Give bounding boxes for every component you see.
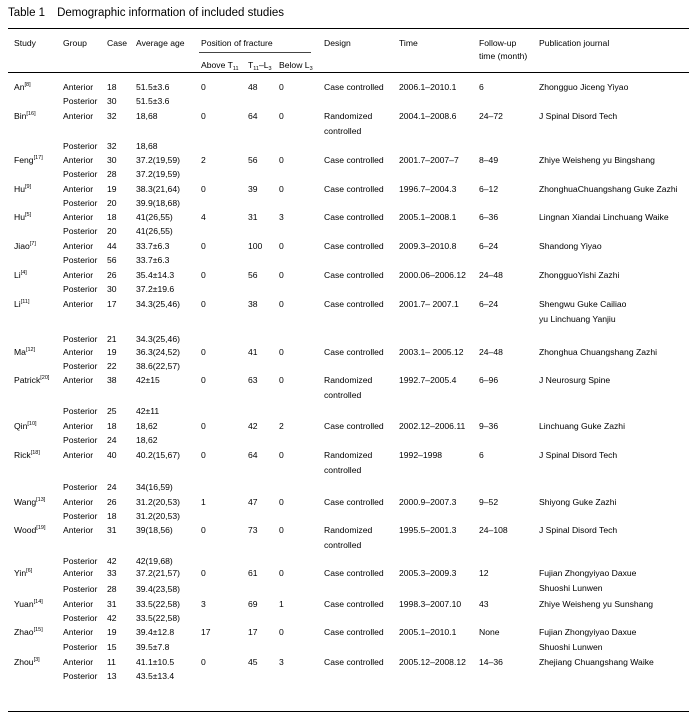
average-age-cell: 34.3(25,46) <box>136 299 180 309</box>
average-age-cell: 34.3(25,46) <box>136 334 180 344</box>
time-cell: 2009.3–2010.8 <box>399 241 457 251</box>
group-cell: Posterior <box>63 334 98 344</box>
group-cell: Posterior <box>63 406 98 416</box>
case-cell: 18 <box>107 421 117 431</box>
group-cell: Posterior <box>63 361 98 371</box>
group-cell: Posterior <box>63 169 98 179</box>
design-cell: Case controlled <box>324 270 384 280</box>
case-cell: 19 <box>107 627 117 637</box>
group-cell: Anterior <box>63 241 94 251</box>
t11-l3-cell: 47 <box>248 497 258 507</box>
study-name: Hu[9] <box>14 184 32 194</box>
group-cell: Anterior <box>63 421 94 431</box>
above-t11-cell: 1 <box>201 497 206 507</box>
t11-l3-cell: 56 <box>248 155 258 165</box>
below-l3-cell: 2 <box>279 421 284 431</box>
followup-cell: 24–72 <box>479 111 503 121</box>
below-l3-cell: 0 <box>279 82 284 92</box>
design-cell: Case controlled <box>324 299 384 309</box>
average-age-cell: 40.2(15,67) <box>136 450 180 460</box>
above-t11-cell: 0 <box>201 270 206 280</box>
design-cell: Randomized <box>324 375 373 385</box>
followup-cell: 8–49 <box>479 155 499 165</box>
below-l3-cell: 0 <box>279 111 284 121</box>
journal-cell: ZhonghuaChuangshang Guke Zazhi <box>539 184 678 194</box>
case-cell: 26 <box>107 497 117 507</box>
journal-cell: Zhiye Weisheng yu Sunshang <box>539 599 654 609</box>
case-cell: 32 <box>107 141 117 151</box>
header-below-l3: Below $L_3$ <box>279 60 313 72</box>
case-cell: 42 <box>107 613 117 623</box>
average-age-cell: 18,68 <box>136 141 158 151</box>
average-age-cell: 33.7±6.3 <box>136 255 170 265</box>
study-name: Wood[19] <box>14 525 46 535</box>
time-cell: 2005.1–2010.1 <box>399 627 457 637</box>
time-cell: 1992–1998 <box>399 450 443 460</box>
above-t11-cell: 0 <box>201 525 206 535</box>
below-l3-cell: 0 <box>279 184 284 194</box>
case-cell: 38 <box>107 375 117 385</box>
followup-cell: 6–36 <box>479 212 499 222</box>
time-cell: 2005.1–2008.1 <box>399 212 457 222</box>
below-l3-cell: 0 <box>279 270 284 280</box>
design-cell-line2: controlled <box>324 390 362 400</box>
design-cell: Case controlled <box>324 347 384 357</box>
group-cell: Anterior <box>63 657 94 667</box>
followup-cell: 6 <box>479 82 484 92</box>
study-name: Ma[12] <box>14 347 36 357</box>
t11-l3-cell: 41 <box>248 347 258 357</box>
study-name: Wang[13] <box>14 497 46 507</box>
case-cell: 24 <box>107 435 117 445</box>
design-cell: Case controlled <box>324 155 384 165</box>
group-cell: Anterior <box>63 212 94 222</box>
case-cell: 44 <box>107 241 117 251</box>
case-cell: 21 <box>107 334 117 344</box>
group-cell: Posterior <box>63 226 98 236</box>
time-cell: 2000.06–2006.12 <box>399 270 466 280</box>
design-cell: Case controlled <box>324 241 384 251</box>
group-cell: Anterior <box>63 155 94 165</box>
average-age-cell: 39(18,56) <box>136 525 173 535</box>
case-cell: 40 <box>107 450 117 460</box>
above-t11-cell: 4 <box>201 212 206 222</box>
time-cell: 2003.1– 2005.12 <box>399 347 464 357</box>
average-age-cell: 33.5(22,58) <box>136 613 180 623</box>
above-t11-cell: 0 <box>201 82 206 92</box>
study-name: Bin[16] <box>14 111 36 121</box>
header-position-of-fracture: Position of fracture <box>201 38 273 48</box>
time-cell: 2001.7–2007–7 <box>399 155 459 165</box>
above-t11-cell: 0 <box>201 241 206 251</box>
group-cell: Anterior <box>63 299 94 309</box>
time-cell: 2006.1–2010.1 <box>399 82 457 92</box>
time-cell: 2000.9–2007.3 <box>399 497 457 507</box>
time-cell: 2004.1–2008.6 <box>399 111 457 121</box>
case-cell: 13 <box>107 671 117 681</box>
header-average-age: Average age <box>136 38 185 48</box>
t11-l3-cell: 48 <box>248 82 258 92</box>
average-age-cell: 35.4±14.3 <box>136 270 175 280</box>
below-l3-cell: 0 <box>279 450 284 460</box>
time-cell: 1995.5–2001.3 <box>399 525 457 535</box>
header-followup: Follow-up time (month) <box>479 38 528 61</box>
average-age-cell: 37.2(19,59) <box>136 155 180 165</box>
header-time: Time <box>399 38 418 48</box>
above-t11-cell: 0 <box>201 299 206 309</box>
group-cell: Anterior <box>63 270 94 280</box>
group-cell: Anterior <box>63 111 94 121</box>
average-age-cell: 42±15 <box>136 375 160 385</box>
design-cell: Randomized <box>324 111 373 121</box>
journal-cell: Shengwu Guke Cailiao <box>539 299 627 309</box>
above-t11-cell: 0 <box>201 421 206 431</box>
journal-cell: Shandong Yiyao <box>539 241 602 251</box>
group-cell: Anterior <box>63 525 94 535</box>
design-cell: Case controlled <box>324 184 384 194</box>
case-cell: 28 <box>107 169 117 179</box>
study-name: Li[11] <box>14 299 30 309</box>
journal-cell: Zhejiang Chuangshang Waike <box>539 657 654 667</box>
bottom-rule <box>8 711 689 712</box>
followup-cell: None <box>479 627 500 637</box>
group-cell: Posterior <box>63 96 98 106</box>
design-cell-line2: controlled <box>324 465 362 475</box>
case-cell: 26 <box>107 270 117 280</box>
average-age-cell: 51.5±3.6 <box>136 82 170 92</box>
group-cell: Posterior <box>63 255 98 265</box>
group-cell: Posterior <box>63 198 98 208</box>
below-l3-cell: 1 <box>279 599 284 609</box>
time-cell: 1998.3–2007.10 <box>399 599 462 609</box>
average-age-cell: 33.7±6.3 <box>136 241 170 251</box>
t11-l3-cell: 31 <box>248 212 258 222</box>
header-study: Study <box>14 38 36 48</box>
average-age-cell: 37.2±19.6 <box>136 284 175 294</box>
followup-cell: 9–52 <box>479 497 499 507</box>
case-cell: 30 <box>107 96 117 106</box>
followup-cell: 24–48 <box>479 270 503 280</box>
t11-l3-cell: 63 <box>248 375 258 385</box>
time-cell: 1992.7–2005.4 <box>399 375 457 385</box>
journal-cell: Fujian Zhongyiyao Daxue <box>539 568 637 578</box>
group-cell: Posterior <box>63 556 98 566</box>
journal-cell-line2: Shuoshi Lunwen <box>539 642 603 652</box>
above-t11-cell: 0 <box>201 568 206 578</box>
design-cell: Case controlled <box>324 212 384 222</box>
group-cell: Posterior <box>63 671 98 681</box>
time-cell: 1996.7–2004.3 <box>399 184 457 194</box>
t11-l3-cell: 38 <box>248 299 258 309</box>
average-age-cell: 43.5±13.4 <box>136 671 175 681</box>
case-cell: 15 <box>107 642 117 652</box>
design-cell: Case controlled <box>324 421 384 431</box>
time-cell: 2001.7– 2007.1 <box>399 299 459 309</box>
group-cell: Anterior <box>63 568 94 578</box>
followup-cell: 9–36 <box>479 421 499 431</box>
design-cell: Case controlled <box>324 627 384 637</box>
group-cell: Anterior <box>63 375 94 385</box>
case-cell: 56 <box>107 255 117 265</box>
t11-l3-cell: 73 <box>248 525 258 535</box>
group-cell: Posterior <box>63 511 98 521</box>
t11-l3-cell: 42 <box>248 421 258 431</box>
study-name: Patrick[20] <box>14 375 50 385</box>
group-cell: Anterior <box>63 82 94 92</box>
t11-l3-cell: 17 <box>248 627 258 637</box>
followup-cell: 6–12 <box>479 184 499 194</box>
case-cell: 28 <box>107 584 117 594</box>
below-l3-cell: 0 <box>279 627 284 637</box>
below-l3-cell: 0 <box>279 347 284 357</box>
design-cell: Case controlled <box>324 497 384 507</box>
below-l3-cell: 0 <box>279 568 284 578</box>
average-age-cell: 39.4±12.8 <box>136 627 175 637</box>
below-l3-cell: 0 <box>279 525 284 535</box>
above-t11-cell: 17 <box>201 627 211 637</box>
t11-l3-cell: 64 <box>248 111 258 121</box>
table-title: Demographic information of included studies <box>57 7 285 19</box>
case-cell: 32 <box>107 111 117 121</box>
journal-cell-line2: yu Linchuang Yanjiu <box>539 314 616 324</box>
below-l3-cell: 0 <box>279 375 284 385</box>
case-cell: 11 <box>107 657 116 667</box>
average-age-cell: 18,68 <box>136 111 158 121</box>
average-age-cell: 18,62 <box>136 421 158 431</box>
below-l3-cell: 0 <box>279 497 284 507</box>
case-cell: 31 <box>107 599 117 609</box>
average-age-cell: 34(16,59) <box>136 482 173 492</box>
study-name: Qin[10] <box>14 421 37 431</box>
journal-cell: Fujian Zhongyiyao Daxue <box>539 627 637 637</box>
below-l3-cell: 0 <box>279 299 284 309</box>
group-cell: Anterior <box>63 497 94 507</box>
t11-l3-cell: 100 <box>248 241 263 251</box>
case-cell: 17 <box>107 299 117 309</box>
average-age-cell: 41(26,55) <box>136 212 173 222</box>
case-cell: 20 <box>107 226 117 236</box>
journal-cell: J Spinal Disord Tech <box>539 525 618 535</box>
group-cell: Posterior <box>63 435 98 445</box>
journal-cell: J Spinal Disord Tech <box>539 111 618 121</box>
below-l3-cell: 3 <box>279 657 284 667</box>
table-number: Table 1 <box>8 7 46 19</box>
design-cell: Case controlled <box>324 599 384 609</box>
study-name: An[8] <box>14 82 31 92</box>
group-cell: Posterior <box>63 584 98 594</box>
below-l3-cell: 0 <box>279 155 284 165</box>
time-cell: 2005.12–2008.12 <box>399 657 466 667</box>
case-cell: 19 <box>107 347 117 357</box>
average-age-cell: 39.9(18,68) <box>136 198 180 208</box>
design-cell: Case controlled <box>324 657 384 667</box>
above-t11-cell: 0 <box>201 450 206 460</box>
average-age-cell: 51.5±3.6 <box>136 96 170 106</box>
study-name: Jiao[7] <box>14 241 36 251</box>
average-age-cell: 42(19,68) <box>136 556 173 566</box>
above-t11-cell: 0 <box>201 184 206 194</box>
group-cell: Anterior <box>63 450 94 460</box>
group-cell: Anterior <box>63 184 94 194</box>
average-age-cell: 36.3(24,52) <box>136 347 180 357</box>
case-cell: 31 <box>107 525 117 535</box>
design-cell: Randomized <box>324 525 373 535</box>
t11-l3-cell: 56 <box>248 270 258 280</box>
study-name: Yuan[14] <box>14 599 43 609</box>
study-name: Hu[5] <box>14 212 32 222</box>
average-age-cell: 38.6(22,57) <box>136 361 180 371</box>
study-name: Zhou[3] <box>14 657 40 667</box>
design-cell: Case controlled <box>324 568 384 578</box>
t11-l3-cell: 64 <box>248 450 258 460</box>
average-age-cell: 37.2(21,57) <box>136 568 180 578</box>
case-cell: 22 <box>107 361 117 371</box>
study-name: Feng[17] <box>14 155 43 165</box>
design-cell: Case controlled <box>324 82 384 92</box>
group-cell: Posterior <box>63 642 98 652</box>
journal-cell: J Spinal Disord Tech <box>539 450 618 460</box>
design-cell-line2: controlled <box>324 126 362 136</box>
header-group: Group <box>63 38 87 48</box>
study-name: Zhao[15] <box>14 627 43 637</box>
average-age-cell: 42±11 <box>136 406 160 416</box>
t11-l3-cell: 39 <box>248 184 258 194</box>
case-cell: 30 <box>107 284 117 294</box>
header-above-t11: Above $T_{11}$ <box>201 60 239 72</box>
group-cell: Anterior <box>63 627 94 637</box>
followup-cell: 6–96 <box>479 375 499 385</box>
study-name: Li[4] <box>14 270 27 280</box>
journal-cell: Zhiye Weisheng yu Bingshang <box>539 155 655 165</box>
study-name: Rick[18] <box>14 450 40 460</box>
case-cell: 25 <box>107 406 117 416</box>
header-design: Design <box>324 38 351 48</box>
case-cell: 24 <box>107 482 117 492</box>
average-age-cell: 41(26,55) <box>136 226 173 236</box>
header-t11-l3: $T_{11}-L_3$ <box>248 60 272 72</box>
average-age-cell: 38.3(21,64) <box>136 184 180 194</box>
group-cell: Posterior <box>63 482 98 492</box>
journal-cell: Linchuang Guke Zazhi <box>539 421 625 431</box>
above-t11-cell: 3 <box>201 599 206 609</box>
above-t11-cell: 0 <box>201 657 206 667</box>
followup-cell: 14–36 <box>479 657 503 667</box>
journal-cell: Lingnan Xiandai Linchuang Waike <box>539 212 669 222</box>
followup-cell: 43 <box>479 599 489 609</box>
average-age-cell: 41.1±10.5 <box>136 657 175 667</box>
journal-cell: J Neurosurg Spine <box>539 375 611 385</box>
followup-cell: 6–24 <box>479 299 499 309</box>
case-cell: 20 <box>107 198 117 208</box>
average-age-cell: 39.5±7.8 <box>136 642 170 652</box>
followup-cell: 6–24 <box>479 241 499 251</box>
journal-cell: ZhongguoYishi Zazhi <box>539 270 620 280</box>
average-age-cell: 31.2(20,53) <box>136 511 180 521</box>
above-t11-cell: 2 <box>201 155 206 165</box>
time-cell: 2002.12–2006.11 <box>399 421 466 431</box>
design-cell: Randomized <box>324 450 373 460</box>
case-cell: 18 <box>107 511 117 521</box>
above-t11-cell: 0 <box>201 111 206 121</box>
t11-l3-cell: 69 <box>248 599 258 609</box>
case-cell: 18 <box>107 212 117 222</box>
time-cell: 2005.3–2009.3 <box>399 568 457 578</box>
study-name: Yin[6] <box>14 568 33 578</box>
group-cell: Posterior <box>63 613 98 623</box>
case-cell: 42 <box>107 556 117 566</box>
average-age-cell: 18,62 <box>136 435 158 445</box>
below-l3-cell: 3 <box>279 212 284 222</box>
journal-cell-line2: Shuoshi Lunwen <box>539 583 603 593</box>
journal-cell: Shiyong Guke Zazhi <box>539 497 617 507</box>
followup-cell: 6 <box>479 450 484 460</box>
case-cell: 19 <box>107 184 117 194</box>
header-publication-journal: Publication journal <box>539 38 610 48</box>
average-age-cell: 33.5(22,58) <box>136 599 180 609</box>
journal-cell: Zhonghua Chuangshang Zazhi <box>539 347 658 357</box>
group-cell: Posterior <box>63 141 98 151</box>
design-cell-line2: controlled <box>324 540 362 550</box>
below-l3-cell: 0 <box>279 241 284 251</box>
t11-l3-cell: 45 <box>248 657 258 667</box>
case-cell: 18 <box>107 82 117 92</box>
followup-cell: 12 <box>479 568 489 578</box>
group-cell: Anterior <box>63 599 94 609</box>
group-cell: Anterior <box>63 347 94 357</box>
t11-l3-cell: 61 <box>248 568 258 578</box>
header-case: Case <box>107 38 128 48</box>
above-t11-cell: 0 <box>201 347 206 357</box>
average-age-cell: 37.2(19,59) <box>136 169 180 179</box>
case-cell: 30 <box>107 155 117 165</box>
journal-cell: Zhongguo Jiceng Yiyao <box>539 82 629 92</box>
average-age-cell: 39.4(23,58) <box>136 584 180 594</box>
case-cell: 33 <box>107 568 117 578</box>
followup-cell: 24–48 <box>479 347 503 357</box>
group-cell: Posterior <box>63 284 98 294</box>
average-age-cell: 31.2(20,53) <box>136 497 180 507</box>
above-t11-cell: 0 <box>201 375 206 385</box>
followup-cell: 24–108 <box>479 525 508 535</box>
